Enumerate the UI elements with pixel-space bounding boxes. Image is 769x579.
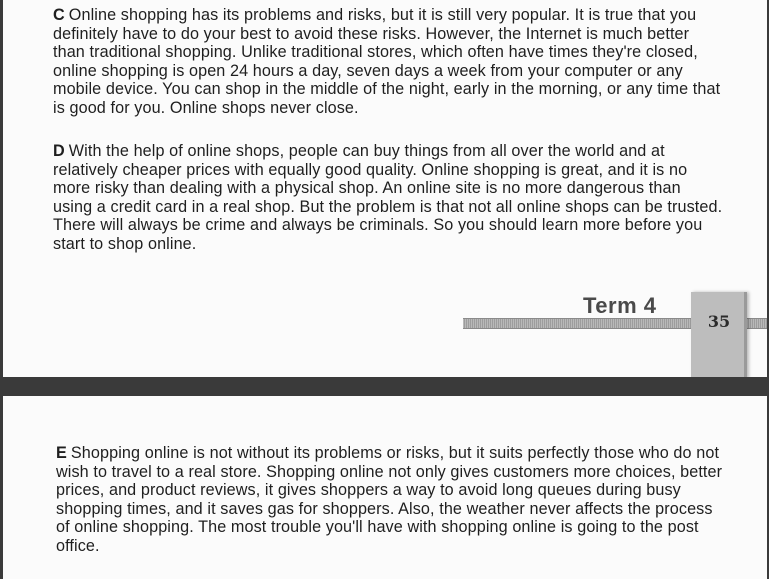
paragraph-letter-e: E xyxy=(56,444,67,462)
paragraph-c xyxy=(53,6,723,118)
paragraph-e xyxy=(56,444,726,556)
page-number-tab xyxy=(691,292,747,377)
paragraph-letter-d: D xyxy=(53,142,65,160)
paragraph-text-c: Online shopping has its problems and risks, but it is still very popular. It is true that you definitely have to do your best to avoid these risks. However, the Internet is much better than traditional shopping. Unlike traditional stores, which often have times they're closed, online shopping is open 24 hours a day, seven days a week from your computer or any mobile device. You can shop in the middle of the night, early in the morning, or any time that is good for you. Online shops never close. xyxy=(53,6,721,117)
page-number: 35 xyxy=(707,312,731,331)
paragraph-text-d: With the help of online shops, people can buy things from all over the world and at relatively cheaper prices with equally good quality. Online shopping is great, and it is no more risky than dealing with a physical shop. An online site is no more dangerous than using a credit card in a real shop. But the problem is that not all online shops can be trusted. There will always be crime and always be criminals. So you should learn more before you start to shop online. xyxy=(53,142,723,253)
paragraph-letter-c: C xyxy=(53,6,65,24)
paragraph-d xyxy=(53,142,723,254)
book-page-top xyxy=(3,0,767,377)
term-label: Term 4 xyxy=(583,293,657,318)
paragraph-text-e: Shopping online is not without its problems or risks, but it suits perfectly those who do not wish to travel to a real store. Shopping online not only gives customers more choices, better prices, and product reviews, it gives shoppers a way to avoid long queues during busy shopping times, and it saves gas for shoppers. Also, the weather never affects the process of online shopping. The most trouble you'll have with shopping online is going to the post office. xyxy=(56,444,723,555)
